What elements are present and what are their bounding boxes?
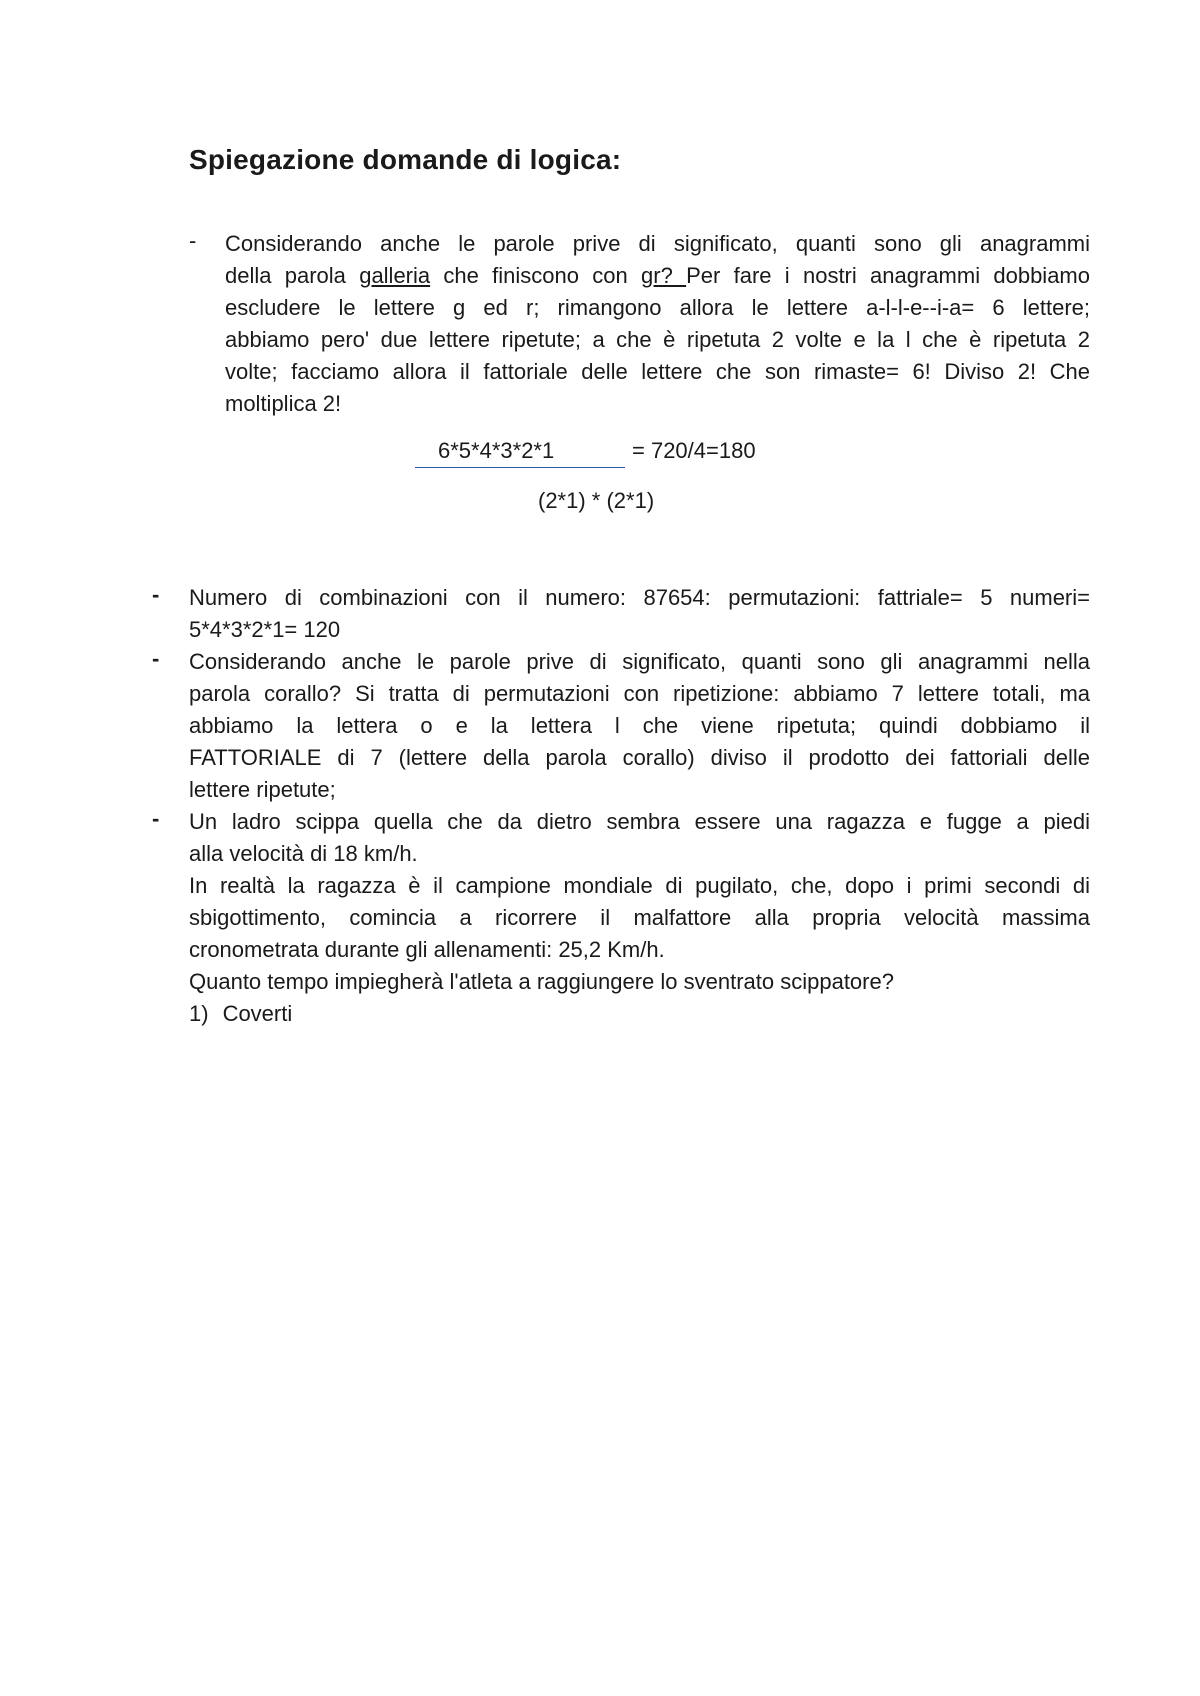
question-3-paragraph — [189, 646, 1090, 806]
text-line: Quanto tempo impiegherà l'atleta a raggiungere lo sventrato scippatore? — [189, 969, 894, 994]
text-line: Un ladro scippa quella che da dietro sembra essere una ragazza e fugge a piedi — [189, 809, 1090, 834]
text-line: FATTORIALE di 7 (lettere della parola corallo) diviso il prodotto dei fattoriali delle — [189, 745, 1090, 770]
text-span: della parola — [225, 263, 360, 288]
text-line: abbiamo pero' due lettere ripetute; a che è ripetuta 2 volte e la l che è ripetuta 2 — [225, 327, 1090, 352]
text-line: In realtà la ragazza è il campione mondiale di pugilato, che, dopo i primi secondi di — [189, 873, 1090, 898]
question-2-paragraph — [189, 582, 1090, 646]
page-title: Spiegazione domande di logica: — [189, 144, 622, 175]
underlined-word: galleria — [359, 263, 431, 288]
text-line: moltiplica 2! — [225, 391, 342, 416]
text-line: cronometrata durante gli allenamenti: 25,2 Km/h. — [189, 937, 665, 962]
text-line: abbiamo la lettera o e la lettera l che viene ripetuta; quindi dobbiamo il — [189, 713, 1090, 738]
text-line: escludere le lettere g ed r; rimangono allora le lettere a-l-l-e--i-a= 6 lettere; — [225, 295, 1090, 320]
fraction-line — [415, 467, 625, 468]
text-line: 5*4*3*2*1= 120 — [189, 617, 341, 642]
underlined-word: gr? — [641, 263, 687, 288]
item-number: 1) — [189, 1001, 209, 1026]
text-line — [225, 260, 1090, 292]
text-line: alla velocità di 18 km/h. — [189, 841, 418, 866]
text-line: volte; facciamo allora il fattoriale delle lettere che son rimaste= 6! Diviso 2! Che — [225, 359, 1090, 384]
question-1-paragraph — [225, 228, 1090, 420]
text-line: Considerando anche le parole prive di significato, quanti sono gli anagrammi — [225, 231, 1090, 256]
formula-numerator: 6*5*4*3*2*1 — [438, 438, 555, 463]
text-line: parola corallo? Si tratta di permutazioni con ripetizione: abbiamo 7 lettere totali, ma — [189, 681, 1090, 706]
text-span: che finiscono con — [430, 263, 642, 288]
text-line: sbigottimento, comincia a ricorrere il malfattore alla propria velocità massima — [189, 905, 1090, 930]
bullet-dash: - — [189, 228, 197, 253]
text-line: Numero di combinazioni con il numero: 87654: permutazioni: fattriale= 5 numeri= — [189, 585, 1090, 610]
bullet-dash: - — [152, 806, 160, 831]
formula-denominator: (2*1) * (2*1) — [538, 488, 655, 513]
item-text: Coverti — [222, 1001, 293, 1026]
text-line: Considerando anche le parole prive di significato, quanti sono gli anagrammi nella — [189, 649, 1090, 674]
numbered-item — [189, 998, 1090, 1030]
bullet-dash: - — [152, 646, 160, 671]
text-span: Per fare i nostri anagrammi dobbiamo — [686, 263, 1090, 288]
question-4-paragraph — [189, 806, 1090, 1030]
formula-result: = 720/4=180 — [632, 438, 756, 463]
text-line: lettere ripetute; — [189, 777, 336, 802]
bullet-dash: - — [152, 582, 160, 607]
